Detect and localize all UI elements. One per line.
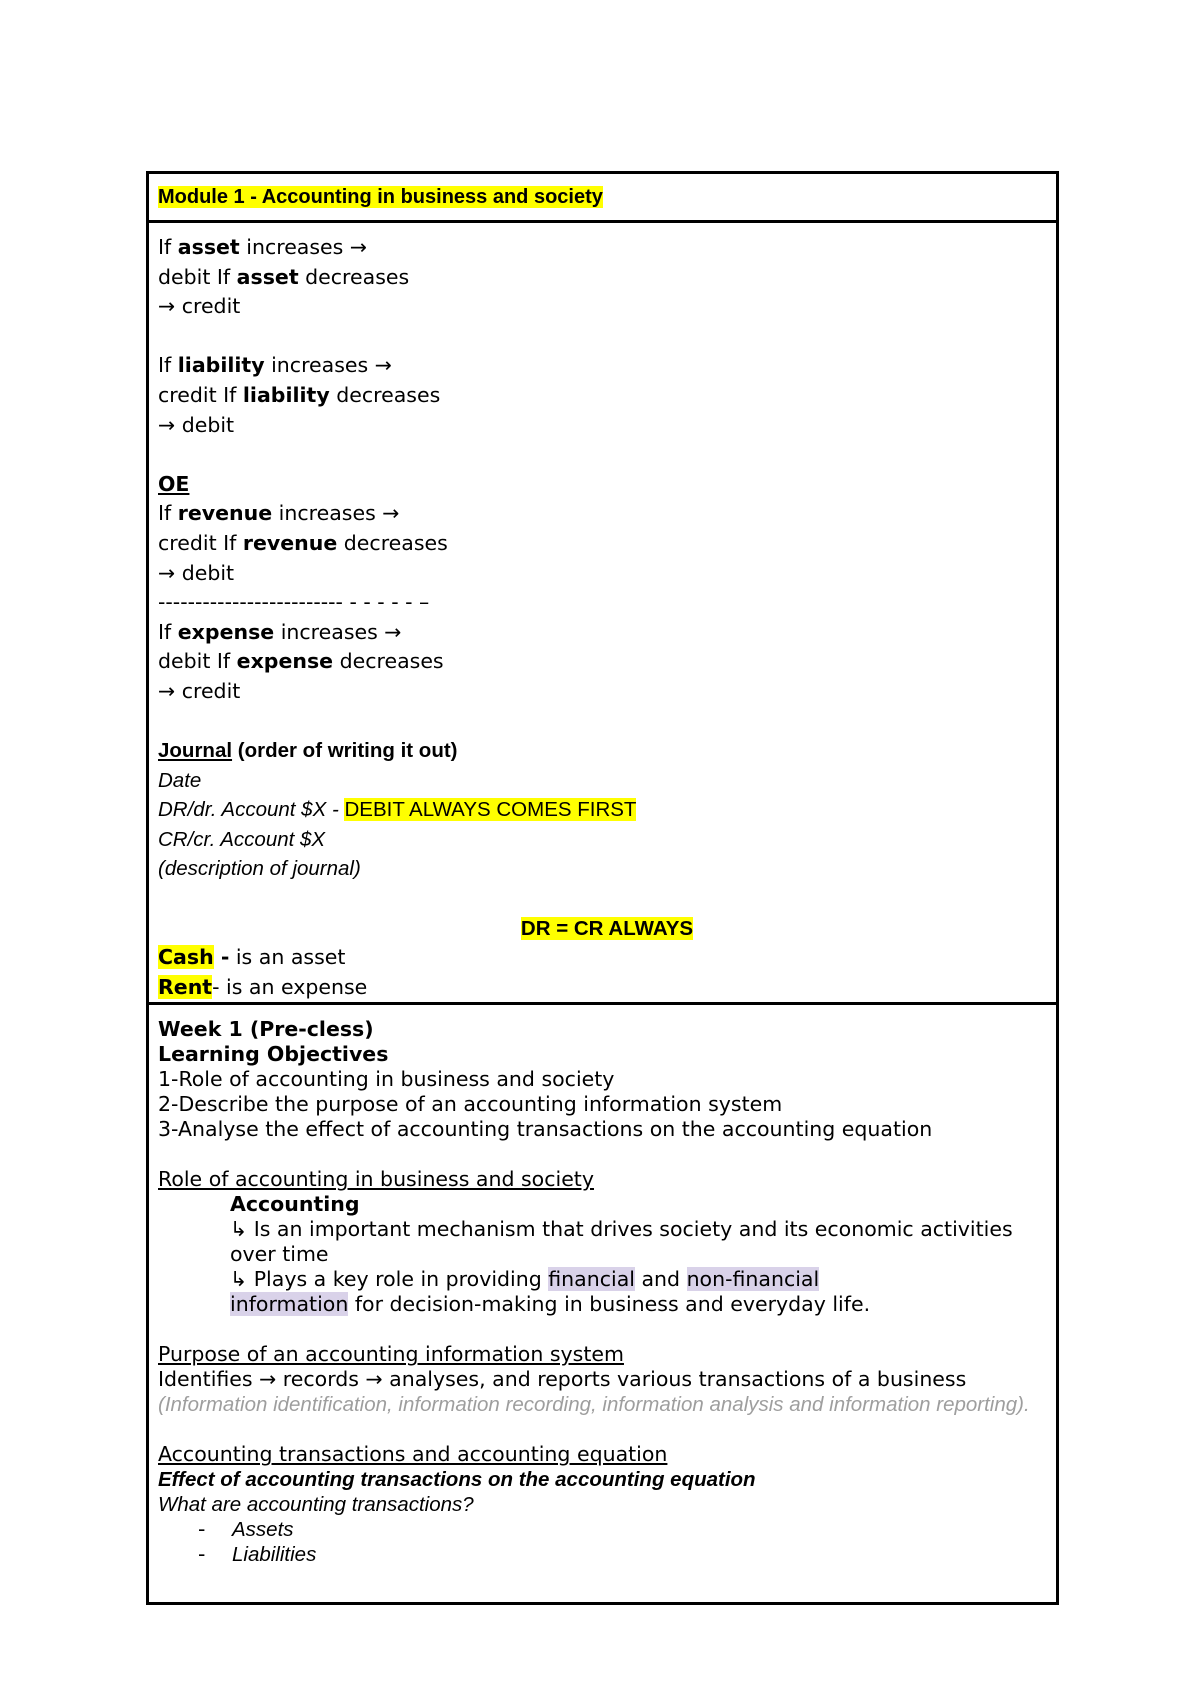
journal-date: Date xyxy=(158,768,202,792)
module-header-row xyxy=(149,174,1056,220)
purpose-note: (Information identification, information recording, information analysis and information reporting). xyxy=(158,1393,1030,1416)
accounting-point-2: ↳ Plays a key role in providing financial and non-financial information for decision-making in business and everyday life. xyxy=(230,1267,871,1316)
cash-example: Cash - is an asset xyxy=(158,945,346,970)
revenue-rule-line-3: → debit xyxy=(158,560,235,585)
revenue-rule-line-1: If revenue increases → xyxy=(158,501,400,526)
week-title: Week 1 (Pre-cless) xyxy=(158,1017,374,1041)
revenue-rule-line-2: credit If revenue decreases xyxy=(158,530,448,555)
expense-rule-line-2: debit If expense decreases xyxy=(158,649,444,674)
dr-equals-cr: DR = CR ALWAYS xyxy=(520,916,694,940)
expense-rule-line-3: → credit xyxy=(158,678,241,703)
objectives-heading: Learning Objectives xyxy=(158,1042,389,1066)
asset-rule-line-1: If asset increases → xyxy=(158,235,368,259)
accounting-label: Accounting xyxy=(230,1192,360,1216)
journal-credit-line: CR/cr. Account $X xyxy=(158,827,326,851)
transactions-question: What are accounting transactions? xyxy=(158,1493,474,1516)
asset-rule-line-2: debit If asset decreases xyxy=(158,264,410,289)
effect-heading: Effect of accounting transactions on the accounting equation xyxy=(158,1468,756,1491)
liability-rule-line-2: credit If liability decreases xyxy=(158,382,441,407)
objective-item: 3-Analyse the effect of accounting transactions on the accounting equation xyxy=(158,1117,933,1141)
asset-rule-line-3: → credit xyxy=(158,294,241,319)
objective-item: 2-Describe the purpose of an accounting information system xyxy=(158,1092,783,1116)
module-title: Module 1 - Accounting in business and society xyxy=(158,186,603,208)
oe-heading: OE xyxy=(158,471,190,496)
objective-item: 1-Role of accounting in business and society xyxy=(158,1067,615,1091)
transactions-heading: Accounting transactions and accounting equation xyxy=(158,1442,668,1466)
separator-line: ------------------------- - - - - - – xyxy=(158,590,430,615)
list-item: - Assets xyxy=(198,1517,294,1541)
liability-rule-line-1: If liability increases → xyxy=(158,353,392,378)
week-1-row xyxy=(149,1002,1056,1602)
liability-rule-line-3: → debit xyxy=(158,412,235,437)
expense-rule-line-1: If expense increases → xyxy=(158,619,402,644)
accounting-definition xyxy=(158,1192,1056,1317)
rent-example: Rent- is an expense xyxy=(158,974,368,999)
debit-credit-rules-row xyxy=(149,220,1056,1002)
purpose-heading: Purpose of an accounting information system xyxy=(158,1342,624,1366)
role-heading: Role of accounting in business and society xyxy=(158,1167,594,1191)
list-item: - Liabilities xyxy=(198,1542,317,1566)
purpose-text: Identifies → records → analyses, and reports various transactions of a business xyxy=(158,1367,967,1391)
journal-description: (description of journal) xyxy=(158,857,361,881)
notes-table xyxy=(146,171,1059,1605)
accounting-point-1: ↳ Is an important mechanism that drives society and its economic activities over time xyxy=(230,1217,1013,1266)
journal-debit-line: DR/dr. Account $X - DEBIT ALWAYS COMES FIRST xyxy=(158,798,637,822)
journal-heading: Journal (order of writing it out) xyxy=(158,739,458,763)
debit-first-note: DEBIT ALWAYS COMES FIRST xyxy=(344,798,637,822)
